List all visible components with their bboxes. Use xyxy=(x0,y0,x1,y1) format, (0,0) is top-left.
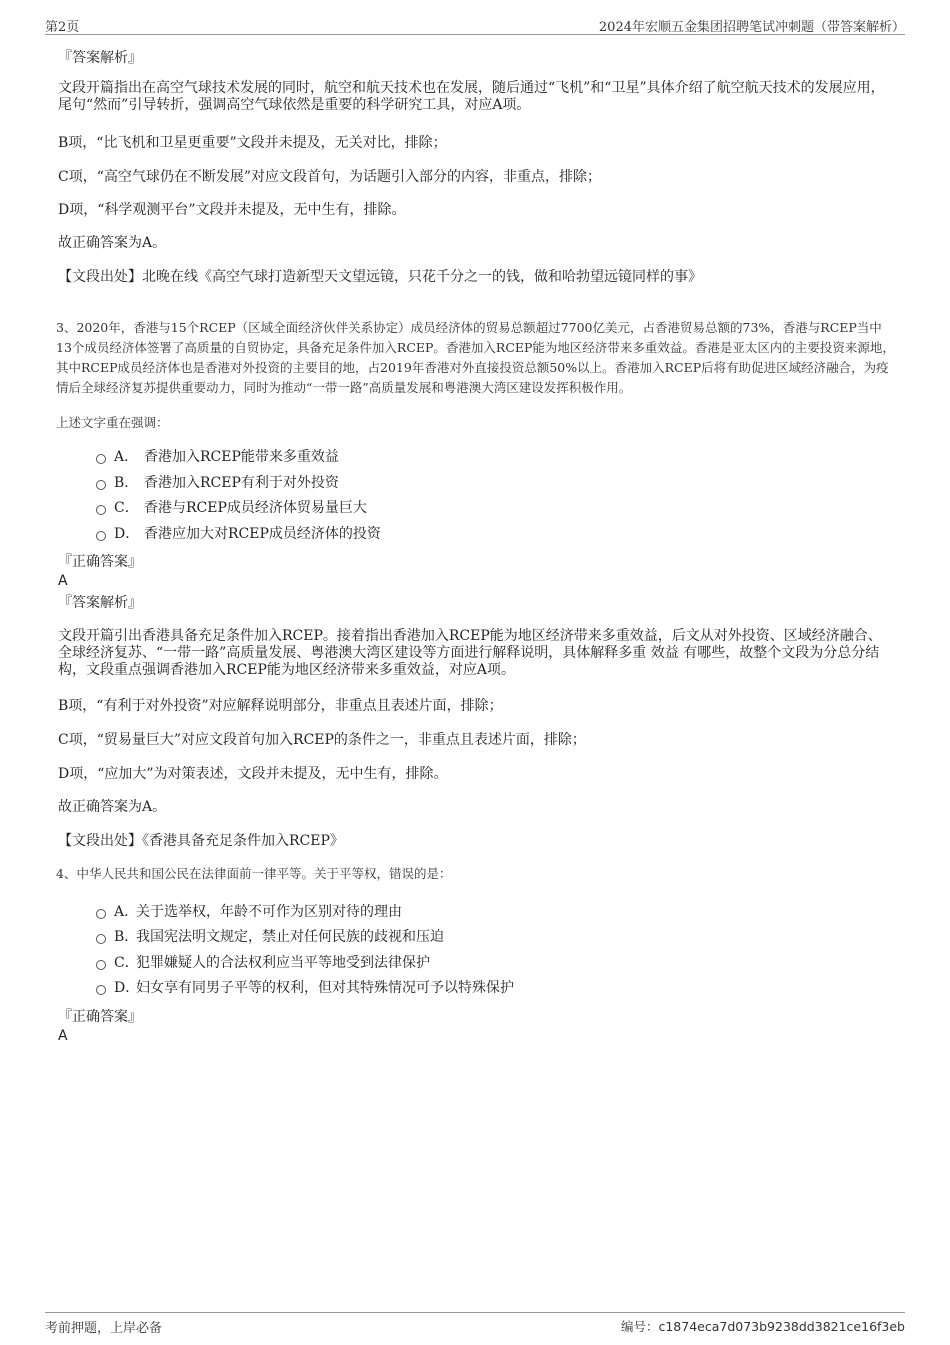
correct-answer: A xyxy=(58,1028,68,1044)
radio-icon[interactable] xyxy=(96,934,106,944)
analysis-paragraph: 文段开篇引出香港具备充足条件加入RCEP。接着指出香港加入RCEP能为地区经济带来多重效益，后文从对外投资、区域经济融合、全球经济复苏、“一带一路”高质量发展、粤港澳大湾区建设等方面进行解释说明，具体解释多重 效益 有哪些，故整个文段为分总分结构，文段重点强调香港加入RCEP能为地区经济带来多重效益，对应A项。 xyxy=(58,628,882,678)
analysis-option-c: C项，“高空气球仍在不断发展”对应文段首句，为话题引入部分的内容，非重点，排除； xyxy=(58,169,602,185)
analysis-conclusion: 故正确答案为A。 xyxy=(58,799,167,815)
radio-icon[interactable] xyxy=(96,960,106,970)
page-header xyxy=(45,14,905,35)
question-3-text: 3、2020年，香港与15个RCEP（区域全面经济伙伴关系协定）成员经济体的贸易总额超过7700亿美元，占香港贸易总额的73%，香港与RCEP当中13个成员经济体签署了高质量的自贸协定，具备充足条件加入RCEP。香港加入RCEP能为地区经济带来多重效益。香港是亚太区内的主要投资来源地，其中RCEP成员经济体也是香港对外投资的主要目的地，占2019年香港对外直接投资总额50%以上。香港加入RCEP后将有助促进区域经济融合，为疫情后全球经济复苏提供重要动力，同时为推动“一带一路”高质量发展和粤港澳大湾区建设发挥积极作用。 xyxy=(56,320,895,395)
page-footer xyxy=(45,1312,905,1335)
analysis-label: 『答案解析』 xyxy=(58,50,142,66)
analysis-paragraph: 文段开篇指出在高空气球技术发展的同时，航空和航天技术也在发展，随后通过“飞机”和“卫星”具体介绍了航空航天技术的发展应用，尾句“然而”引导转折，强调高空气球依然是重要的科学研究工具，对应A项。 xyxy=(58,80,885,113)
question-3-option-b[interactable]: B． 香港加入RCEP有利于对外投资 xyxy=(96,473,339,493)
question-4-option-a[interactable]: A．关于选举权，年龄不可作为区别对待的理由 xyxy=(96,902,402,922)
analysis-label: 『答案解析』 xyxy=(58,595,142,611)
passage-source: 【文段出处】《香港具备充足条件加入RCEP》 xyxy=(58,833,344,849)
radio-icon[interactable] xyxy=(96,505,106,515)
correct-answer-label: 『正确答案』 xyxy=(58,1009,142,1025)
radio-icon[interactable] xyxy=(96,531,106,541)
radio-icon[interactable] xyxy=(96,909,106,919)
question-4-option-b[interactable]: B．我国宪法明文规定，禁止对任何民族的歧视和压迫 xyxy=(96,927,444,947)
question-4-option-d[interactable]: D．妇女享有同男子平等的权利，但对其特殊情况可予以特殊保护 xyxy=(96,978,514,998)
passage-source: 【文段出处】北晚在线《高空气球打造新型天文望远镜，只花千分之一的钱，做和哈勃望远镜同样的事》 xyxy=(58,269,702,285)
radio-icon[interactable] xyxy=(96,480,106,490)
analysis-option-d: D项，“应加大”为对策表述，文段并未提及，无中生有，排除。 xyxy=(58,766,448,782)
analysis-option-b: B项，“比飞机和卫星更重要”文段并未提及，无关对比，排除； xyxy=(58,135,447,151)
radio-icon[interactable] xyxy=(96,985,106,995)
question-3-prompt: 上述文字重在强调： xyxy=(56,415,169,430)
question-3-option-a[interactable]: A． 香港加入RCEP能带来多重效益 xyxy=(96,447,339,467)
correct-answer-label: 『正确答案』 xyxy=(58,554,142,570)
page-number: 第2页 xyxy=(45,20,80,35)
question-4-option-c[interactable]: C．犯罪嫌疑人的合法权利应当平等地受到法律保护 xyxy=(96,953,430,973)
question-4-text: 4、中华人民共和国公民在法律面前一律平等。关于平等权，错误的是： xyxy=(56,866,452,881)
correct-answer: A xyxy=(58,573,68,589)
document-id: 编号：c1874eca7d073b9238dd3821ce16f3eb xyxy=(620,1319,905,1334)
analysis-option-d: D项，“科学观测平台”文段并未提及，无中生有，排除。 xyxy=(58,202,406,218)
footer-slogan: 考前押题，上岸必备 xyxy=(45,1321,163,1336)
analysis-option-c: C项，“贸易量巨大”对应文段首句加入RCEP的条件之一，非重点且表述片面，排除； xyxy=(58,732,586,748)
analysis-option-b: B项，“有利于对外投资”对应解释说明部分，非重点且表述片面，排除； xyxy=(58,698,503,714)
document-title: 2024年宏顺五金集团招聘笔试冲刺题（带答案解析） xyxy=(598,20,905,35)
question-3-option-d[interactable]: D． 香港应加大对RCEP成员经济体的投资 xyxy=(96,524,381,544)
question-3-option-c[interactable]: C． 香港与RCEP成员经济体贸易量巨大 xyxy=(96,498,367,518)
analysis-conclusion: 故正确答案为A。 xyxy=(58,235,167,251)
radio-icon[interactable] xyxy=(96,454,106,464)
